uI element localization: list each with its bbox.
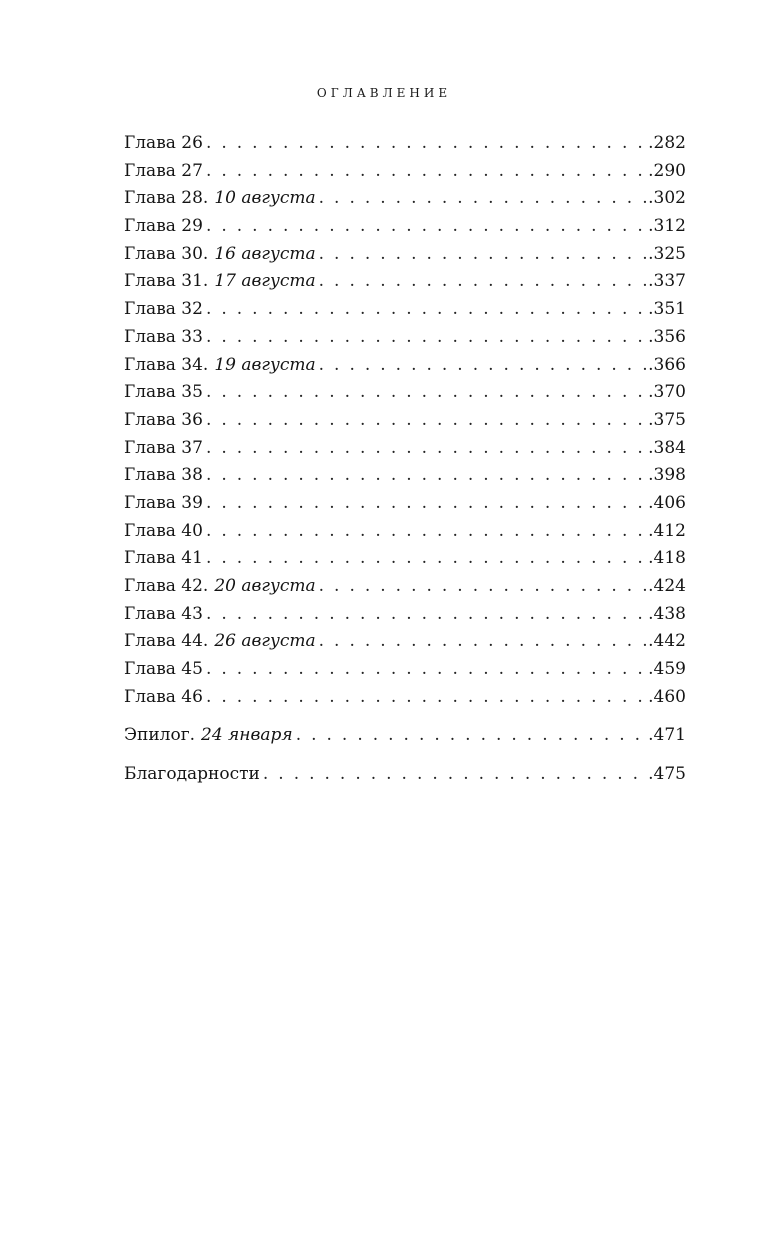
toc-entry	[124, 379, 686, 407]
dot-leader	[206, 324, 646, 352]
entry-title: Глава 33	[124, 326, 203, 347]
entry-title: Глава 29	[124, 216, 203, 237]
page-number: .312	[648, 216, 686, 237]
dot-leader	[319, 628, 647, 656]
toc-entry	[124, 601, 686, 629]
dot-leader	[206, 518, 646, 546]
toc-entry	[124, 324, 686, 352]
page-title: ОГЛАВЛЕНИЕ	[316, 86, 452, 100]
entry-title: Глава 39	[124, 492, 203, 513]
entry-title: Глава 35	[124, 382, 203, 403]
page-number: .424	[648, 576, 686, 596]
entry-date: 17 августа	[214, 271, 316, 292]
toc-entry	[124, 490, 686, 518]
toc-entry	[124, 268, 686, 296]
toc-entry	[124, 684, 686, 712]
entry-title: Глава 26	[124, 133, 203, 153]
page-number: .471	[648, 725, 686, 746]
entry-title: Глава 31.	[124, 271, 209, 292]
entry-title: Глава 27	[124, 160, 203, 181]
dot-leader	[319, 573, 647, 601]
page-number: .438	[648, 603, 686, 624]
page-number: .337	[648, 271, 686, 292]
dot-leader	[206, 213, 646, 241]
page-number: .475	[648, 764, 686, 785]
page-number: .351	[648, 299, 686, 320]
dot-leader	[263, 761, 646, 789]
page-number: .370	[648, 382, 686, 403]
toc-entry	[124, 158, 686, 186]
entry-date: 26 августа	[214, 631, 316, 652]
dot-leader	[206, 656, 646, 684]
page-number: .406	[648, 492, 686, 513]
toc-entry	[124, 435, 686, 463]
entry-date: 19 августа	[214, 354, 316, 375]
page-number: .325	[648, 243, 686, 264]
page-number: .459	[648, 659, 686, 680]
dot-leader	[206, 435, 646, 463]
page-number: .398	[648, 465, 686, 486]
entry-title: Глава 42.	[124, 576, 209, 596]
dot-leader	[296, 722, 646, 750]
toc-entry	[124, 296, 686, 324]
entry-title: Благодарности	[124, 764, 260, 785]
toc-entry	[124, 352, 686, 380]
entry-title: Глава 37	[124, 437, 203, 458]
dot-leader	[206, 684, 646, 712]
entry-date: 20 августа	[214, 576, 316, 596]
page-number: .356	[648, 326, 686, 347]
entry-title: Глава 41	[124, 548, 203, 569]
page-number: .282	[648, 133, 686, 153]
page-number: .375	[648, 409, 686, 430]
toc-entry	[124, 185, 686, 213]
entry-title: Глава 40	[124, 520, 203, 541]
dot-leader	[206, 490, 646, 518]
toc-entry	[124, 656, 686, 684]
entry-title: Глава 34.	[124, 354, 209, 375]
toc-entry	[124, 545, 686, 573]
toc-entry	[124, 518, 686, 546]
page-number: .366	[648, 354, 686, 375]
entry-title: Глава 32	[124, 299, 203, 320]
page-number: .384	[648, 437, 686, 458]
toc-entry	[124, 213, 686, 241]
dot-leader	[206, 407, 646, 435]
toc-entry	[124, 573, 686, 601]
entry-date: 24 января	[201, 725, 293, 746]
entry-title: Эпилог.	[124, 725, 196, 746]
dot-leader	[206, 158, 646, 186]
page-number: .442	[648, 631, 686, 652]
entry-title: Глава 45	[124, 659, 203, 680]
page-number: .412	[648, 520, 686, 541]
page-number: .290	[648, 160, 686, 181]
toc-entry-epilogue	[124, 722, 686, 750]
entry-date: 16 августа	[214, 243, 316, 264]
entry-title: Глава 28.	[124, 188, 209, 209]
toc-entry	[124, 407, 686, 435]
page-number: .460	[648, 686, 686, 707]
toc-entry	[124, 241, 686, 269]
dot-leader	[206, 601, 646, 629]
dot-leader	[206, 462, 646, 490]
dot-leader	[319, 268, 647, 296]
dot-leader	[206, 296, 646, 324]
dot-leader	[206, 545, 646, 573]
dot-leader	[319, 352, 647, 380]
toc-entry	[124, 628, 686, 656]
table-of-contents	[124, 130, 686, 789]
page-number: .418	[648, 548, 686, 569]
entry-title: Глава 36	[124, 409, 203, 430]
entry-date: 10 августа	[214, 188, 316, 209]
dot-leader	[206, 130, 646, 158]
entry-title: Глава 46	[124, 686, 203, 707]
entry-title: Глава 38	[124, 465, 203, 486]
dot-leader	[319, 241, 647, 269]
dot-leader	[319, 185, 647, 213]
dot-leader	[206, 379, 646, 407]
toc-entry-acknowledgements	[124, 761, 686, 789]
entry-title: Глава 44.	[124, 631, 209, 652]
toc-entry	[124, 130, 686, 158]
page-number: .302	[648, 188, 686, 209]
entry-title: Глава 43	[124, 603, 203, 624]
entry-title: Глава 30.	[124, 243, 209, 264]
toc-entry	[124, 462, 686, 490]
